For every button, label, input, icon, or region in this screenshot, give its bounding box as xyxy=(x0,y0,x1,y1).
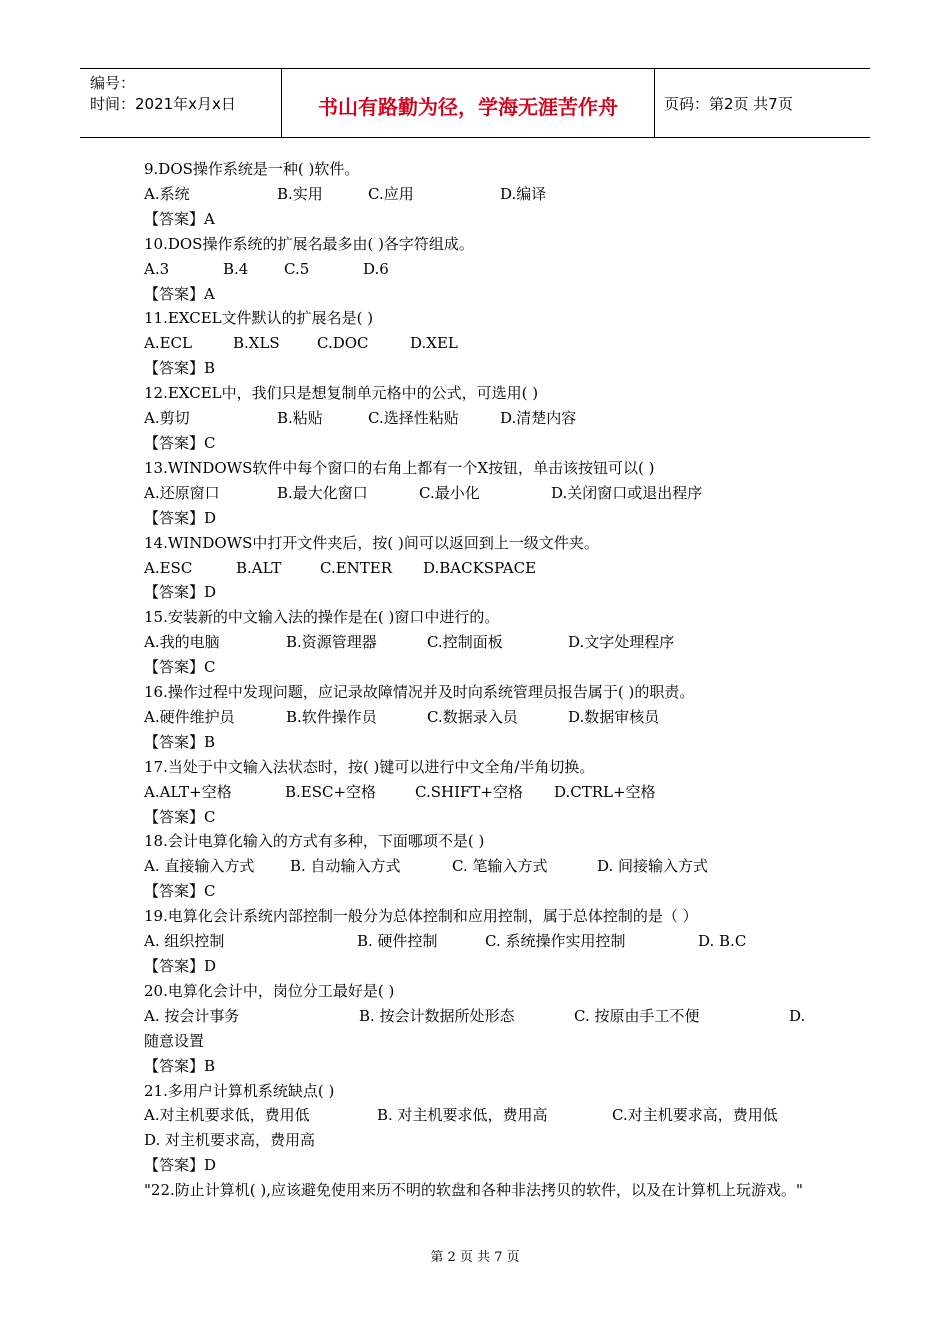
answer-20: 【答案】B xyxy=(144,1056,216,1075)
header-divider xyxy=(654,69,655,137)
option-d: D.6 xyxy=(363,259,389,278)
question-13: 13.WINDOWS软件中每个窗口的右角上都有一个X按钮，单击该按钮可以( ) xyxy=(144,458,655,477)
question-18: 18.会计电算化输入的方式有多种，下面哪项不是( ) xyxy=(144,832,485,851)
option-a: A.对主机要求低，费用低 xyxy=(144,1106,310,1125)
question-17: 17.当处于中文输入法状态时，按( )键可以进行中文全角/半角切换。 xyxy=(144,757,595,776)
option-d: D.文字处理程序 xyxy=(568,633,675,652)
option-a: A.剪切 xyxy=(144,409,190,428)
option-c: C. 系统操作实用控制 xyxy=(485,932,626,951)
question-15: 15.安装新的中文输入法的操作是在( )窗口中进行的。 xyxy=(144,608,500,627)
option-d: D.数据审核员 xyxy=(568,707,660,726)
options-9 xyxy=(144,182,812,207)
question-19: 19.电算化会计系统内部控制一般分为总体控制和应用控制，属于总体控制的是（ ） xyxy=(144,907,698,926)
options-19 xyxy=(144,929,812,954)
option-d-continued: 随意设置 xyxy=(144,1031,205,1050)
answer-10: 【答案】A xyxy=(144,284,215,303)
options-14 xyxy=(144,556,812,581)
answer-13: 【答案】D xyxy=(144,508,217,527)
answer-14: 【答案】D xyxy=(144,583,217,602)
question-16: 16.操作过程中发现问题，应记录故障情况并及时向系统管理员报告属于( )的职责。 xyxy=(144,683,695,702)
option-b: B.ESC+空格 xyxy=(285,782,377,801)
option-a: A.硬件维护员 xyxy=(144,707,235,726)
option-c: C.DOC xyxy=(317,334,369,353)
page-header xyxy=(80,68,870,138)
option-d: D.XEL xyxy=(410,334,458,353)
option-a: A.ESC xyxy=(144,558,193,577)
option-b: B.资源管理器 xyxy=(286,633,377,652)
option-c: C.选择性粘贴 xyxy=(368,409,459,428)
option-d: D.CTRL+空格 xyxy=(554,782,656,801)
answer-12: 【答案】C xyxy=(144,433,216,452)
option-b: B.4 xyxy=(223,259,249,278)
options-15 xyxy=(144,630,812,655)
option-c: C.ENTER xyxy=(320,558,393,577)
option-c: C.数据录入员 xyxy=(427,707,518,726)
answer-21: 【答案】D xyxy=(144,1156,217,1175)
options-11 xyxy=(144,331,812,356)
options-18 xyxy=(144,854,812,879)
option-c: C.对主机要求高，费用低 xyxy=(612,1106,778,1125)
option-a: A.我的电脑 xyxy=(144,633,220,652)
question-22: "22.防止计算机( ),应该避免使用来历不明的软盘和各种非法拷贝的软件，以及在计算机上玩游戏。" xyxy=(144,1181,803,1200)
option-c: C.5 xyxy=(284,259,310,278)
option-d: D. xyxy=(789,1006,806,1025)
option-c: C.SHIFT+空格 xyxy=(415,782,523,801)
question-21: 21.多用户计算机系统缺点( ) xyxy=(144,1081,335,1100)
option-a: A. 直接输入方式 xyxy=(144,857,255,876)
answer-11: 【答案】B xyxy=(144,359,216,378)
option-c: C.最小化 xyxy=(419,483,480,502)
option-a: A. 按会计事务 xyxy=(144,1006,240,1025)
option-b: B. 硬件控制 xyxy=(357,932,438,951)
answer-19: 【答案】D xyxy=(144,957,217,975)
options-16 xyxy=(144,705,812,730)
option-c: C.控制面板 xyxy=(427,633,503,652)
option-a: A.ECL xyxy=(144,334,192,353)
option-d: D.关闭窗口或退出程序 xyxy=(551,483,703,502)
question-9: 9.DOS操作系统是一种( )软件。 xyxy=(144,160,360,178)
option-c: C. 笔输入方式 xyxy=(452,857,548,876)
option-d: D.编译 xyxy=(500,184,547,203)
number-label: 编号： xyxy=(90,74,136,92)
option-d: D. 对主机要求高，费用高 xyxy=(144,1131,316,1150)
option-b: B.粘贴 xyxy=(277,409,323,428)
question-14: 14.WINDOWS中打开文件夹后，按( )间可以返回到上一级文件夹。 xyxy=(144,533,599,552)
option-d: D. B.C xyxy=(698,932,747,951)
option-b: B. 自动输入方式 xyxy=(290,857,401,876)
options-10 xyxy=(144,257,812,282)
option-b: B.XLS xyxy=(233,334,280,353)
header-page-info: 页码：第2页 共7页 xyxy=(664,95,793,113)
option-a: A.系统 xyxy=(144,184,190,203)
option-b: B.最大化窗口 xyxy=(277,483,368,502)
options-12 xyxy=(144,406,812,431)
question-12: 12.EXCEL中，我们只是想复制单元格中的公式，可选用( ) xyxy=(144,384,539,403)
option-b: B.ALT xyxy=(236,558,282,577)
question-20: 20.电算化会计中，岗位分工最好是( ) xyxy=(144,981,395,1000)
option-b: B.软件操作员 xyxy=(286,707,377,726)
answer-17: 【答案】C xyxy=(144,807,216,826)
page-footer: 第 2 页 共 7 页 xyxy=(430,1250,520,1265)
option-a: A.ALT+空格 xyxy=(144,782,232,801)
option-b: B.实用 xyxy=(277,184,323,203)
header-meta xyxy=(90,73,236,115)
option-d: D. 间接输入方式 xyxy=(597,857,709,876)
header-motto: 书山有路勤为径，学海无涯苦作舟 xyxy=(318,95,618,119)
options-17 xyxy=(144,780,812,805)
options-21 xyxy=(144,1103,812,1128)
options-13 xyxy=(144,481,812,506)
question-list xyxy=(144,157,812,1203)
option-a: A.还原窗口 xyxy=(144,483,220,502)
option-b: B. 对主机要求低，费用高 xyxy=(377,1106,548,1125)
question-10: 10.DOS操作系统的扩展名最多由( )各字符组成。 xyxy=(144,234,474,253)
answer-16: 【答案】B xyxy=(144,732,216,751)
option-c: C.应用 xyxy=(368,184,414,203)
option-d: D.清楚内容 xyxy=(500,409,577,428)
option-d: D.BACKSPACE xyxy=(423,558,537,577)
option-c: C. 按原由手工不便 xyxy=(574,1006,700,1025)
answer-9: 【答案】A xyxy=(144,209,215,228)
answer-18: 【答案】C xyxy=(144,882,216,901)
date-text: 时间：2021年x月x日 xyxy=(90,95,236,113)
answer-15: 【答案】C xyxy=(144,658,216,677)
option-a: A.3 xyxy=(144,259,170,278)
option-b: B. 按会计数据所处形态 xyxy=(359,1006,515,1025)
question-11: 11.EXCEL文件默认的扩展名是( ) xyxy=(144,309,374,328)
options-20 xyxy=(144,1004,812,1029)
option-a: A. 组织控制 xyxy=(144,932,225,951)
